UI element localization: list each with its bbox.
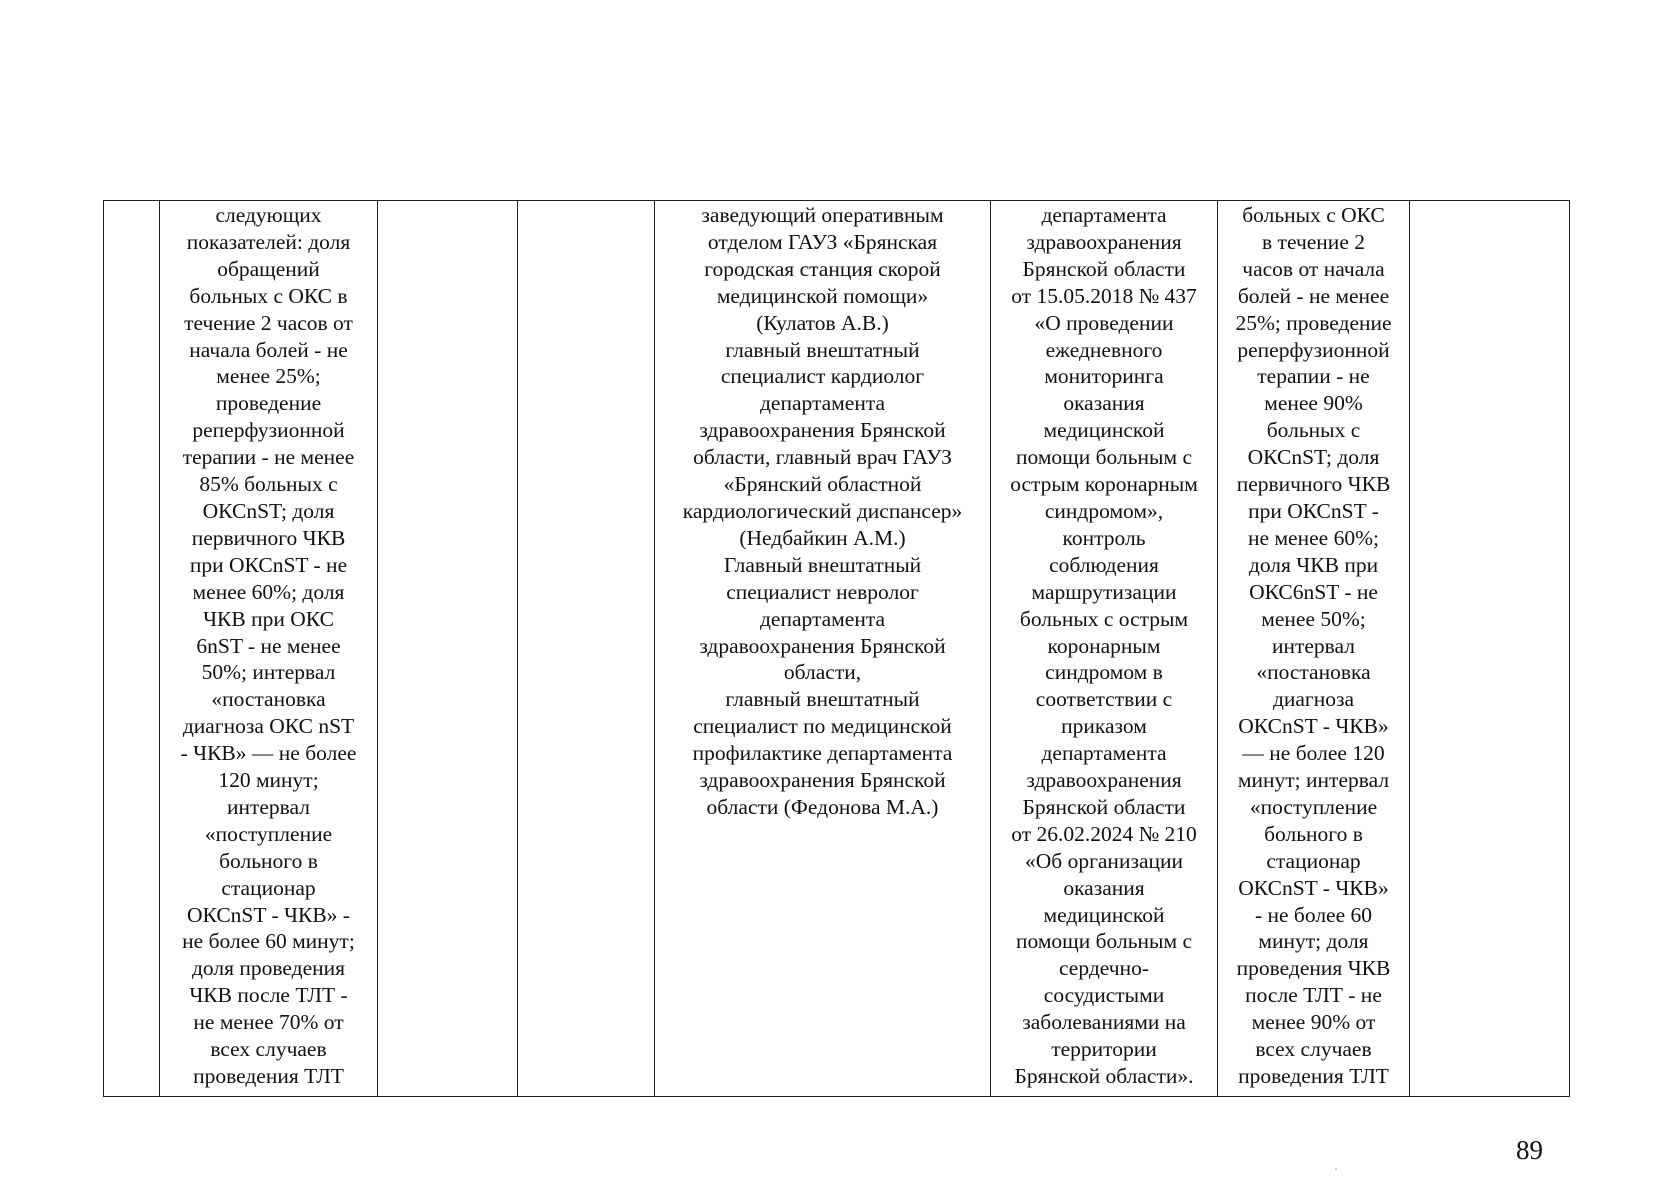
cell-documents: [991, 201, 1218, 1097]
responsible-text: заведующий оперативным отделом ГАУЗ «Брянская городская станция скорой медицинской помощи» (Кулатов А.В.) главный внештатный специалист кардиолог департамента здравоохранения Брянской области, главный врач ГАУЗ «Брянский областной кардиологический диспансер» (Недбайкин А.М.) Главный внештатный специалист невролог департамента здравоохранения Брянской области, главный внештатный специалист по медицинской профилактике департамента здравоохранения Брянской области (Федонова М.А.): [682, 203, 963, 819]
document-table: [103, 200, 1570, 1097]
cell-results: [1218, 201, 1410, 1097]
cell-number: [104, 201, 160, 1097]
page-number: 89: [1516, 1135, 1543, 1165]
cell-empty-2: [518, 201, 655, 1097]
cell-empty-1: [378, 201, 518, 1097]
indicators-text: следующих показателей: доля обращений больных с ОКС в течение 2 часов от начала болей - не менее 25%; проведение реперфузионной терапии - не менее 85% больных с ОКСnST; доля первичного ЧКВ при ОКСnST - не менее 60%; доля ЧКВ при ОКС 6nST - не менее 50%; интервал «постановка диагноза ОКС nST - ЧКВ» — не более 120 минут; интервал «поступление больного в стационар ОКСnST - ЧКВ» - не более 60 минут; доля проведения ЧКВ после ТЛТ - не менее 70% от всех случаев проведения ТЛТ: [180, 203, 357, 1088]
cell-responsible: [655, 201, 991, 1097]
scan-speck: [1335, 1168, 1337, 1170]
table-row: [104, 201, 1570, 1097]
documents-text: департамента здравоохранения Брянской области от 15.05.2018 № 437 «О проведении ежедневного мониторинга оказания медицинской помощи больным с острым коронарным синдромом», контроль соблюдения маршрутизации больных с острым коронарным синдромом в соответствии с приказом департамента здравоохранения Брянской области от 26.02.2024 № 210 «Об организации оказания медицинской помощи больным с сердечно- сосудистыми заболеваниями на территории Брянской области».: [1010, 203, 1198, 1088]
results-text: больных с ОКС в течение 2 часов от начала болей - не менее 25%; проведение реперфузионной терапии - не менее 90% больных с ОКСnST; доля первичного ЧКВ при ОКСnST - не менее 60%; доля ЧКВ при ОКС6nST - не менее 50%; интервал «постановка диагноза ОКСnST - ЧКВ» — не более 120 минут; интервал «поступление больного в стационар ОКСnST - ЧКВ» - не более 60 минут; доля проведения ЧКВ после ТЛТ - не менее 90% от всех случаев проведения ТЛТ: [1235, 203, 1392, 1088]
cell-indicators: [160, 201, 378, 1097]
cell-empty-3: [1410, 201, 1570, 1097]
